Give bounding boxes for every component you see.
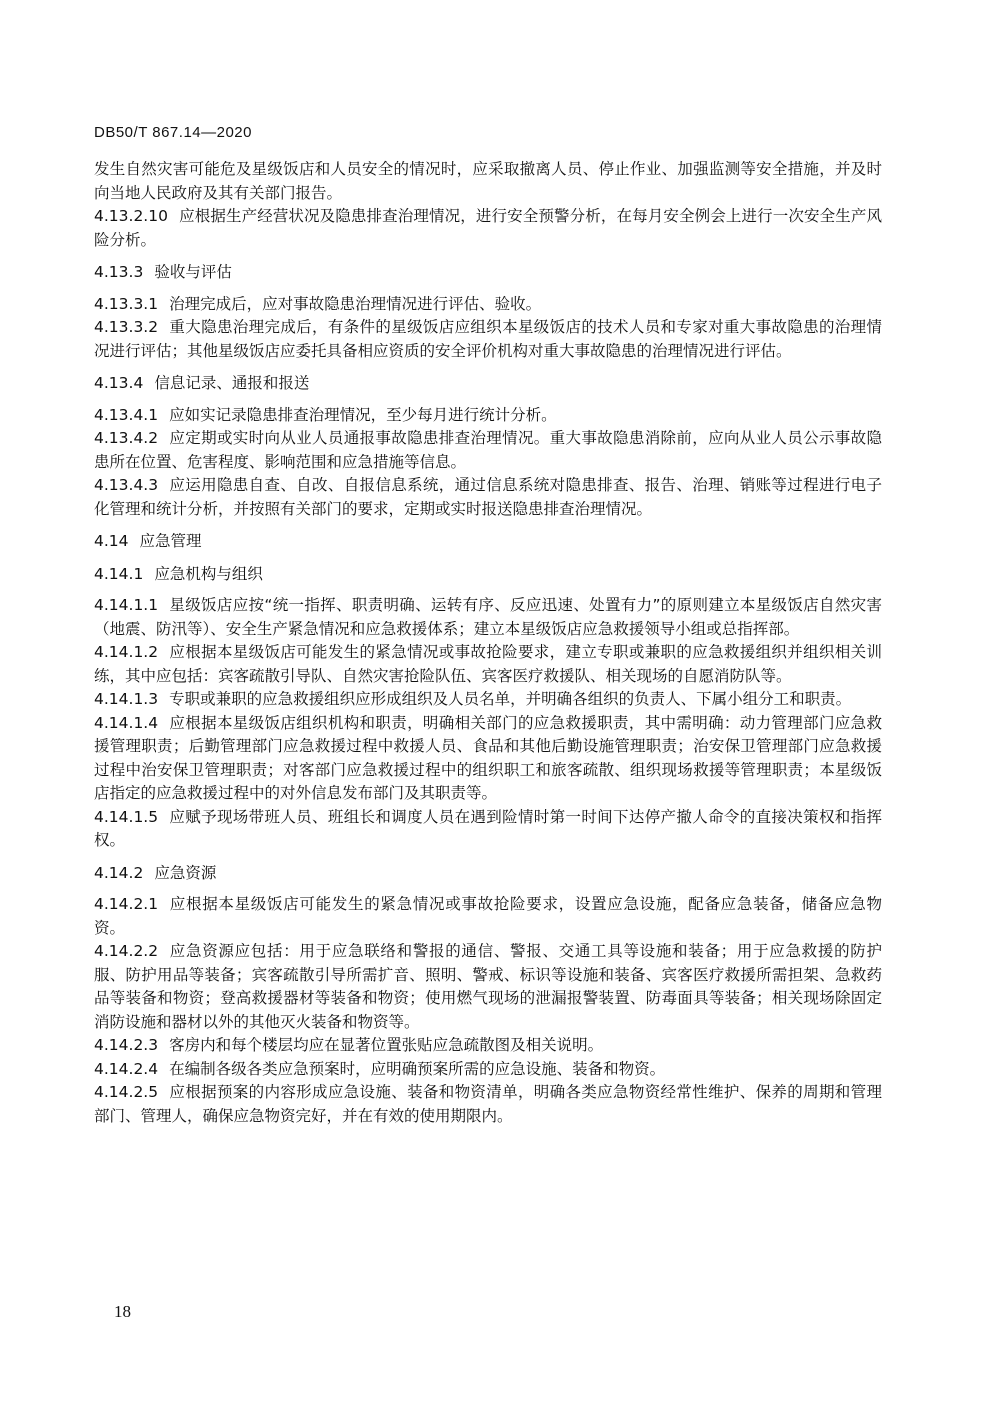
clause-paragraph [94, 688, 882, 712]
clause-number: 4.14.2 [94, 863, 144, 882]
clause-text: 应赋予现场带班人员、班组长和调度人员在遇到险情时第一时间下达停产撤人命令的直接决策权和指挥权。 [94, 807, 882, 849]
clause-paragraph [94, 158, 882, 205]
clause-paragraph [94, 641, 882, 688]
clause-paragraph [94, 316, 882, 363]
section-heading [94, 261, 882, 285]
clause-text: 应如实记录隐患排查治理情况，至少每月进行统计分析。 [169, 405, 557, 424]
clause-paragraph [94, 205, 882, 252]
clause-text: 治理完成后，应对事故隐患治理情况进行评估、验收。 [169, 294, 542, 313]
clause-paragraph [94, 594, 882, 641]
clause-number: 4.14.1.5 [94, 807, 159, 826]
clause-text: 应运用隐患自查、自改、自报信息系统，通过信息系统对隐患排查、报告、治理、销账等过程进行电子化管理和统计分析，并按照有关部门的要求，定期或实时报送隐患排查治理情况。 [94, 476, 882, 518]
document-code: DB50/T 867.14—2020 [94, 124, 252, 141]
clause-number: 4.13.4.1 [94, 405, 159, 424]
clause-number: 4.14.2.3 [94, 1036, 159, 1054]
clause-number: 4.14.1.4 [94, 713, 159, 732]
section-heading [94, 530, 882, 554]
clause-number: 4.14.1.3 [94, 690, 159, 708]
clause-number: 4.13.4 [94, 374, 144, 392]
clause-paragraph [94, 427, 882, 474]
clause-number: 4.14.1.1 [94, 596, 159, 614]
section-heading [94, 372, 882, 396]
heading-text: 信息记录、通报和报送 [154, 374, 310, 392]
clause-number: 4.14.2.2 [94, 942, 159, 960]
clause-text: 在编制各级各类应急预案时，应明确预案所需的应急设施、装备和物资。 [169, 1059, 666, 1078]
clause-text: 专职或兼职的应急救援组织应形成组织及人员名单，并明确各组织的负责人、下属小组分工和职责。 [169, 690, 852, 708]
clause-paragraph [94, 806, 882, 853]
clause-text: 应急资源应包括：用于应急联络和警报的通信、警报、交通工具等设施和装备；用于应急救援的防护服、防护用品等装备；宾客疏散引导所需扩音、照明、警戒、标识等设施和装备、宾客医疗救援所需担架、急救药品等装备和物资；登高救援器材等装备和物资；使用燃气现场的泄漏报警装置、防毒面具等装备；相关现场除固定消防设施和器材以外的其他灭火装备和物资等。 [94, 942, 882, 1031]
clause-number: 4.13.2.10 [94, 207, 168, 225]
clause-paragraph [94, 293, 882, 317]
clause-text: 星级饭店应按“统一指挥、职责明确、运转有序、反应迅速、处置有力”的原则建立本星级饭店自然灾害（地震、防汛等）、安全生产紧急情况和应急救援体系；建立本星级饭店应急救援领导小组或总指挥部。 [94, 596, 882, 638]
clause-number: 4.13.4.3 [94, 476, 159, 494]
clause-text: 应定期或实时向从业人员通报事故隐患排查治理情况。重大事故隐患消除前，应向从业人员公示事故隐患所在位置、危害程度、影响范围和应急措施等信息。 [94, 429, 882, 471]
clause-paragraph [94, 404, 882, 428]
clause-number: 4.13.3.1 [94, 294, 159, 313]
section-heading [94, 862, 882, 886]
heading-text: 应急资源 [154, 863, 217, 882]
clause-paragraph [94, 940, 882, 1034]
clause-paragraph [94, 893, 882, 940]
clause-text: 应根据生产经营状况及隐患排查治理情况，进行安全预警分析，在每月安全例会上进行一次安全生产风险分析。 [94, 207, 882, 249]
clause-paragraph [94, 1034, 882, 1058]
clause-paragraph [94, 1058, 882, 1082]
page-number: 18 [114, 1302, 131, 1321]
heading-text: 应急机构与组织 [154, 564, 263, 583]
clause-number: 4.13.3 [94, 263, 144, 281]
clause-paragraph [94, 1081, 882, 1128]
clause-number: 4.14.1.2 [94, 643, 159, 661]
clause-paragraph [94, 712, 882, 806]
clause-number: 4.14.2.4 [94, 1059, 159, 1078]
clause-text: 应根据本星级饭店组织机构和职责，明确相关部门的应急救援职责，其中需明确：动力管理部门应急救援管理职责；后勤管理部门应急救援过程中救援人员、食品和其他后勤设施管理职责；治安保卫管理部门应急救援过程中治安保卫管理职责；对客部门应急救援过程中的组织职工和旅客疏散、组织现场救援等管理职责；本星级饭店指定的应急救援过程中的对外信息发布部门及其职责等。 [94, 713, 882, 802]
clause-number: 4.14.2.1 [94, 895, 159, 913]
clause-text: 客房内和每个楼层均应在显著位置张贴应急疏散图及相关说明。 [169, 1036, 604, 1054]
clause-number: 4.14 [94, 532, 129, 550]
clause-number: 4.14.2.5 [94, 1083, 159, 1101]
heading-text: 应急管理 [139, 532, 202, 550]
clause-text: 应根据本星级饭店可能发生的紧急情况或事故抢险要求，设置应急设施，配备应急装备，储备应急物资。 [94, 895, 882, 937]
document-body [94, 158, 882, 1128]
clause-text: 应根据预案的内容形成应急设施、装备和物资清单，明确各类应急物资经常性维护、保养的周期和管理部门、管理人，确保应急物资完好，并在有效的使用期限内。 [94, 1083, 882, 1125]
clause-number: 4.13.3.2 [94, 318, 159, 336]
clause-text: 重大隐患治理完成后，有条件的星级饭店应组织本星级饭店的技术人员和专家对重大事故隐患的治理情况进行评估；其他星级饭店应委托具备相应资质的安全评价机构对重大事故隐患的治理情况进行评估。 [94, 318, 882, 360]
clause-text: 发生自然灾害可能危及星级饭店和人员安全的情况时，应采取撤离人员、停止作业、加强监测等安全措施，并及时向当地人民政府及其有关部门报告。 [94, 160, 882, 202]
clause-text: 应根据本星级饭店可能发生的紧急情况或事故抢险要求，建立专职或兼职的应急救援组织并组织相关训练，其中应包括：宾客疏散引导队、自然灾害抢险队伍、宾客医疗救援队、相关现场的自愿消防队等。 [94, 643, 882, 685]
clause-paragraph [94, 474, 882, 521]
clause-number: 4.13.4.2 [94, 429, 159, 447]
section-heading [94, 563, 882, 587]
heading-text: 验收与评估 [154, 263, 232, 281]
clause-number: 4.14.1 [94, 564, 144, 583]
